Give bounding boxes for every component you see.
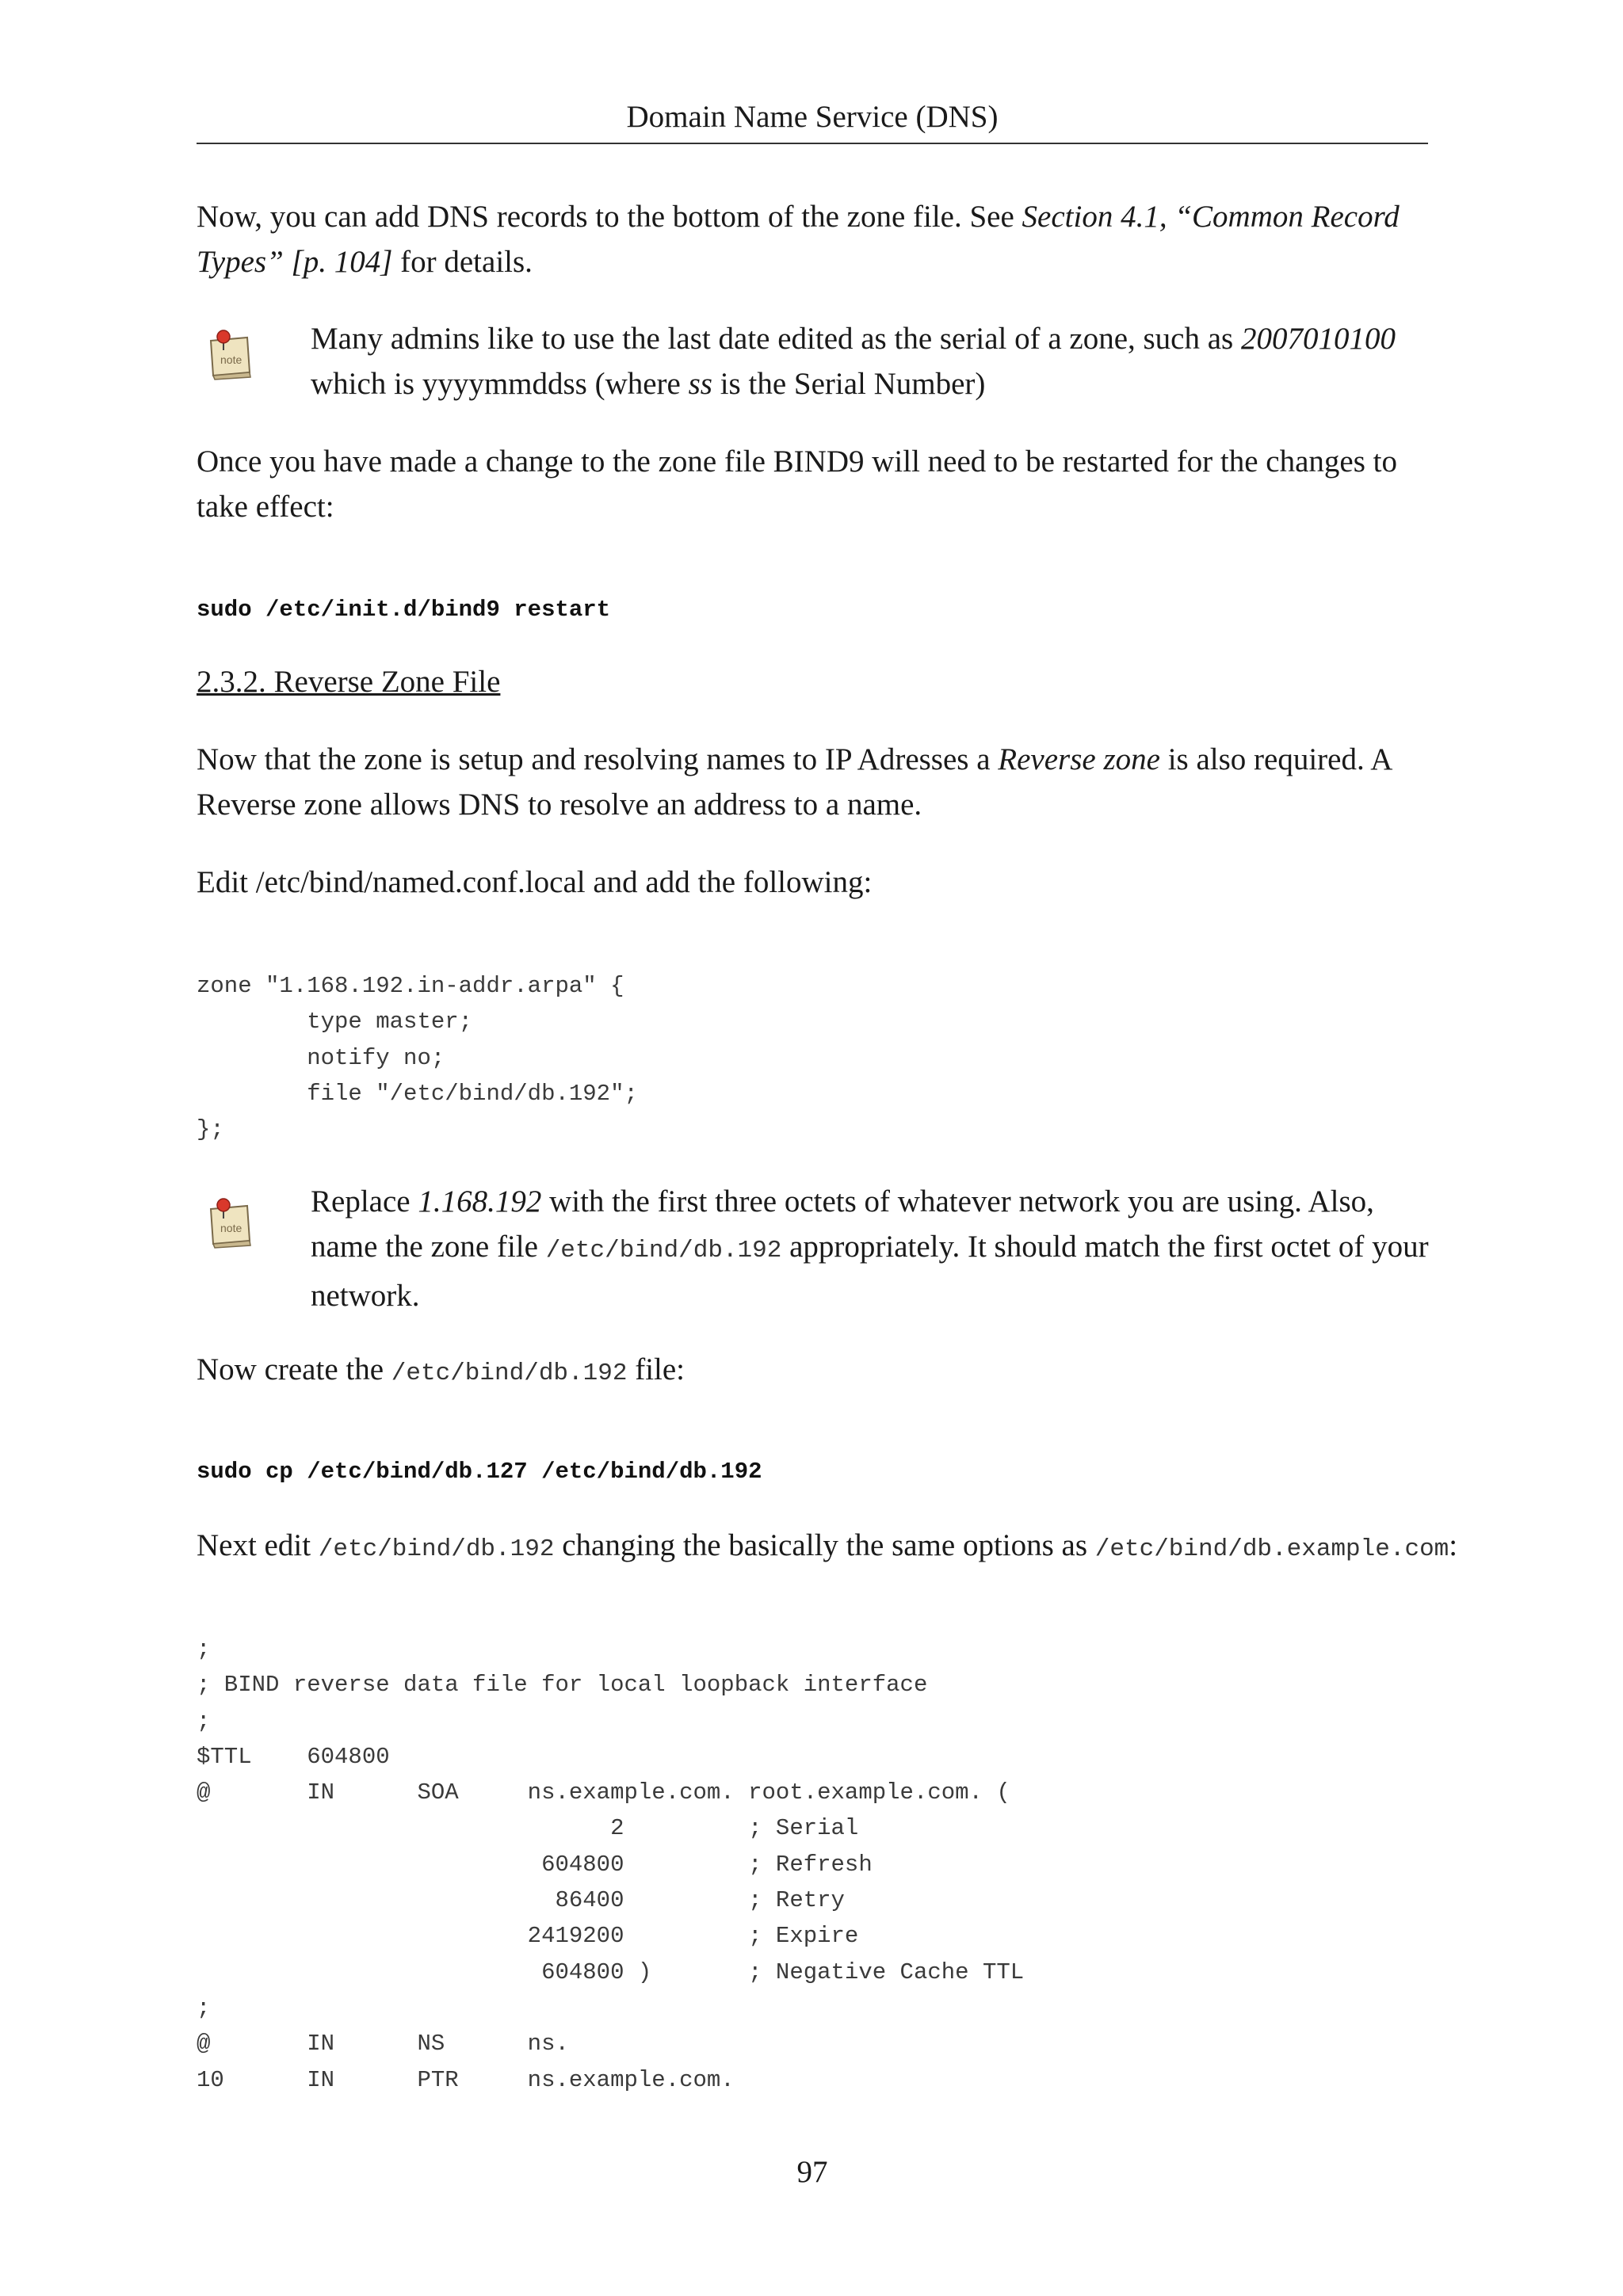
next-file: /etc/bind/db.192	[318, 1535, 555, 1563]
create-file: /etc/bind/db.192	[391, 1360, 628, 1387]
zone-config-code: zone "1.168.192.in-addr.arpa" { type master; notify no; file "/etc/bind/db.192"; };	[197, 973, 638, 1143]
running-header: Domain Name Service (DNS)	[626, 100, 999, 134]
next-file2: /etc/bind/db.example.com	[1094, 1535, 1449, 1563]
next-lead: Next edit	[197, 1528, 319, 1562]
next-mid: changing the basically the same options as	[554, 1528, 1095, 1562]
note2-text-b: with the first three octets of whatever network you are using. Also, name the zone file	[311, 1184, 1374, 1264]
intro-paragraph	[197, 194, 1433, 284]
note2-octets: 1.168.192	[418, 1184, 542, 1219]
create-lead: Now create the	[197, 1352, 391, 1386]
restart-command: sudo /etc/init.d/bind9 restart	[197, 597, 611, 623]
section-xref-link[interactable]: Section 4.1, “Common Record Types” [p. 104]	[197, 200, 1400, 279]
note1-text-b: which is yyyymmddss (where	[311, 367, 689, 401]
header-rule	[197, 143, 1428, 144]
note-replace-octets	[311, 1179, 1436, 1318]
section-heading: 2.3.2. Reverse Zone File	[197, 665, 501, 699]
note-icon	[206, 326, 255, 382]
reverse-zone-paragraph	[197, 737, 1433, 827]
next-tail: :	[1449, 1528, 1458, 1562]
reverse-zone-file-code: ; ; BIND reverse data file for local loopback interface ; $TTL 604800 @ IN SOA ns.example.com. root.example.com. ( 2 ; Serial 604800 ; Refresh 86400 ; Retry 2419200 ; Expire 604800 ) ; Negative Cache TTL ; @ IN NS ns. 10 IN PTR ns.example.com.	[197, 1636, 1025, 2093]
reverse-term: Reverse zone	[998, 742, 1160, 776]
intro-lead: Now, you can add DNS records to the bottom of the zone file. See	[197, 200, 1022, 234]
create-paragraph	[197, 1347, 1433, 1396]
restart-paragraph: Once you have made a change to the zone file BIND9 will need to be restarted for the changes to take effect:	[197, 444, 1398, 524]
svg-text:note: note	[220, 1222, 242, 1234]
note1-text-c: is the Serial Number)	[712, 367, 986, 401]
reverse-lead: Now that the zone is setup and resolving names to IP Adresses a	[197, 742, 999, 776]
edit-paragraph: Edit /etc/bind/named.conf.local and add the following:	[197, 865, 873, 899]
note2-file: /etc/bind/db.192	[545, 1237, 782, 1264]
copy-command: sudo cp /etc/bind/db.127 /etc/bind/db.192	[197, 1459, 762, 1485]
note-serial-tip	[311, 316, 1436, 406]
next-edit-paragraph	[197, 1523, 1465, 1572]
create-tail: file:	[627, 1352, 685, 1386]
intro-tail: for details.	[392, 245, 533, 279]
note2-text-a: Replace	[311, 1184, 418, 1219]
note-icon	[206, 1195, 255, 1250]
note2-text-c: appropriately. It should match the first octet of your network.	[311, 1230, 1429, 1313]
note1-ss: ss	[688, 367, 712, 401]
svg-text:note: note	[220, 353, 242, 366]
reverse-tail: is also required. A Reverse zone allows DNS to resolve an address to a name.	[197, 742, 1392, 822]
page-number: 97	[796, 2155, 828, 2189]
note1-text-a: Many admins like to use the last date edited as the serial of a zone, such as	[311, 322, 1241, 356]
note1-serial: 2007010100	[1240, 322, 1396, 356]
